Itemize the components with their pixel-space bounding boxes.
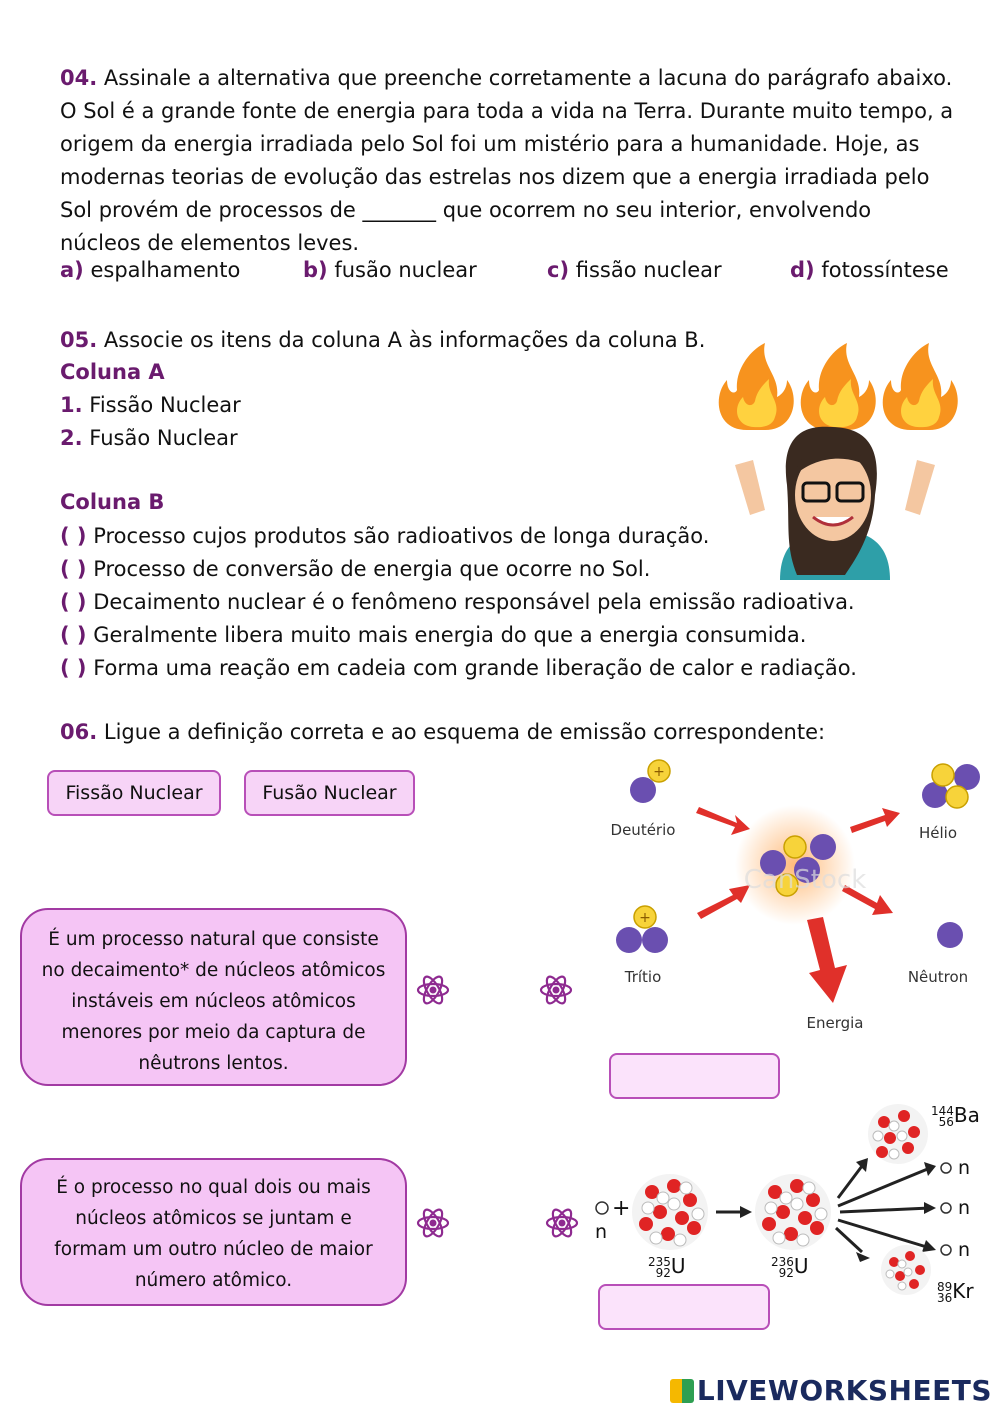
option-text: espalhamento <box>90 258 241 282</box>
q05-text: Associe os itens da coluna A às informações da coluna B. <box>103 328 706 352</box>
brand-icon <box>670 1379 694 1403</box>
watermark: CanStock <box>743 865 867 895</box>
option-text: fissão nuclear <box>575 258 722 282</box>
mass-number: 144 <box>931 1103 954 1118</box>
q04-option-b[interactable] <box>303 258 477 282</box>
q04-option-c[interactable] <box>547 258 722 282</box>
neutron-n-label: n <box>595 1221 608 1243</box>
answer-blank[interactable]: ( ) <box>60 656 87 680</box>
kr-label <box>937 1279 974 1304</box>
helio-label: Hélio <box>918 824 958 842</box>
item-text: Fissão Nuclear <box>89 393 241 417</box>
svg-text:+: + <box>653 764 665 780</box>
definition-card-1: É um processo natural que consiste no decaimento* de núcleos atômicos instáveis em núcleos atômicos menores por meio da captura de nêutrons lentos. <box>20 908 407 1086</box>
coluna-b-title: Coluna B <box>60 490 165 514</box>
neutron-label: Nêutron <box>907 968 969 986</box>
definition-card-2: É o processo no qual dois ou mais núcleos atômicos se juntam e formam um outro núcleo de maior número atômico. <box>20 1158 407 1306</box>
item-text: Fusão Nuclear <box>89 426 238 450</box>
fire-icon <box>883 343 958 430</box>
option-letter: c) <box>547 258 570 282</box>
answer-blank[interactable]: ( ) <box>60 590 87 614</box>
element-symbol: Kr <box>952 1279 974 1303</box>
q04-line-2: O Sol é a grande fonte de energia para toda a vida na Terra. Durante muito tempo, a <box>60 99 954 123</box>
nucleus-ba <box>868 1104 928 1164</box>
answer-blank[interactable]: ( ) <box>60 623 87 647</box>
neutron-icon <box>941 1163 951 1255</box>
item-text: Geralmente libera muito mais energia do que a energia consumida. <box>93 623 807 647</box>
fission-diagram <box>590 1100 995 1315</box>
fusion-diagram <box>595 755 995 1045</box>
nucleus-kr <box>881 1245 931 1295</box>
u235-label <box>648 1254 686 1279</box>
svg-text:+: + <box>639 910 651 926</box>
item-number: 1. <box>60 393 83 417</box>
option-letter: a) <box>60 258 84 282</box>
fire-icon <box>719 343 794 430</box>
atomic-number: 56 <box>938 1114 954 1129</box>
coluna-b-item-1 <box>60 520 709 553</box>
q04-line-6: núcleos de elementos leves. <box>60 231 360 255</box>
item-text: Processo cujos produtos são radioativos de longa duração. <box>93 524 710 548</box>
element-symbol: U <box>793 1254 809 1278</box>
coluna-b-item-4 <box>60 619 806 652</box>
coluna-a-item-2 <box>60 422 238 455</box>
out-neutron-3: n <box>958 1239 971 1261</box>
item-text: Decaimento nuclear é o fenômeno responsável pela emissão radioativa. <box>93 590 855 614</box>
svg-text:+: + <box>612 1196 631 1221</box>
element-symbol: Ba <box>953 1103 980 1127</box>
deuterio-label: Deutério <box>610 821 676 839</box>
atom-icon[interactable] <box>416 973 450 1007</box>
avatar <box>735 427 935 580</box>
option-text: fotossíntese <box>821 258 949 282</box>
drop-box-fission[interactable] <box>598 1284 770 1330</box>
q04-text: Assinale a alternativa que preenche corretamente a lacuna do parágrafo abaixo. <box>103 66 953 90</box>
mass-number: 235 <box>648 1254 671 1269</box>
element-symbol: U <box>670 1254 686 1278</box>
ba-label <box>931 1103 980 1128</box>
answer-blank[interactable]: ( ) <box>60 524 87 548</box>
atomic-number: 36 <box>937 1290 953 1305</box>
q04-line-3: origem da energia irradiada pelo Sol foi um mistério para a humanidade. Hoje, as <box>60 132 920 156</box>
q04-line-4: modernas teorias de evolução das estrelas nos dizem que a energia irradiada pelo <box>60 165 930 189</box>
option-letter: b) <box>303 258 328 282</box>
item-number: 2. <box>60 426 83 450</box>
fissao-nuclear-button[interactable]: Fissão Nuclear <box>47 770 221 816</box>
out-neutron-2: n <box>958 1197 971 1219</box>
fire-icon <box>801 343 876 430</box>
coluna-b-item-5 <box>60 652 857 685</box>
u236-label <box>771 1254 809 1279</box>
coluna-b-item-2 <box>60 553 650 586</box>
q05-number: 05. <box>60 328 98 352</box>
coluna-a-title: Coluna A <box>60 360 165 384</box>
mass-number: 236 <box>771 1254 794 1269</box>
item-text: Processo de conversão de energia que ocorre no Sol. <box>93 557 651 581</box>
option-letter: d) <box>790 258 815 282</box>
fusao-nuclear-button[interactable]: Fusão Nuclear <box>244 770 415 816</box>
q06-text: Ligue a definição correta e ao esquema de emissão correspondente: <box>103 720 826 744</box>
item-text: Forma uma reação em cadeia com grande liberação de calor e radiação. <box>93 656 857 680</box>
q04-line-5: Sol provém de processos de _______ que ocorrem no seu interior, envolvendo <box>60 198 872 222</box>
atomic-number: 92 <box>778 1265 794 1280</box>
atom-icon[interactable] <box>545 1206 579 1240</box>
tritio-label: Trítio <box>624 968 662 986</box>
coluna-b-item-3 <box>60 586 855 619</box>
q04-option-d[interactable] <box>790 258 949 282</box>
q06-prompt <box>60 716 825 749</box>
answer-blank[interactable]: ( ) <box>60 557 87 581</box>
q05-prompt <box>60 324 705 357</box>
mass-number: 89 <box>937 1279 953 1294</box>
q06-number: 06. <box>60 720 98 744</box>
out-neutron-1: n <box>958 1157 971 1179</box>
energia-label: Energia <box>806 1014 864 1032</box>
drop-box-fusion[interactable] <box>609 1053 780 1099</box>
brand-logo <box>670 1374 992 1407</box>
atom-icon[interactable] <box>416 1206 450 1240</box>
fire-avatar-illustration <box>705 335 965 580</box>
q04-option-a[interactable] <box>60 258 240 282</box>
option-text: fusão nuclear <box>334 258 477 282</box>
q04-line-1 <box>60 62 952 95</box>
nucleus-u236 <box>755 1174 831 1250</box>
coluna-a-item-1 <box>60 389 241 422</box>
atom-icon[interactable] <box>539 973 573 1007</box>
q04-number: 04. <box>60 66 98 90</box>
brand-text: LIVEWORKSHEETS <box>696 1374 992 1407</box>
nucleus-u235 <box>632 1174 708 1250</box>
neutron-icon <box>596 1202 608 1214</box>
atomic-number: 92 <box>655 1265 671 1280</box>
